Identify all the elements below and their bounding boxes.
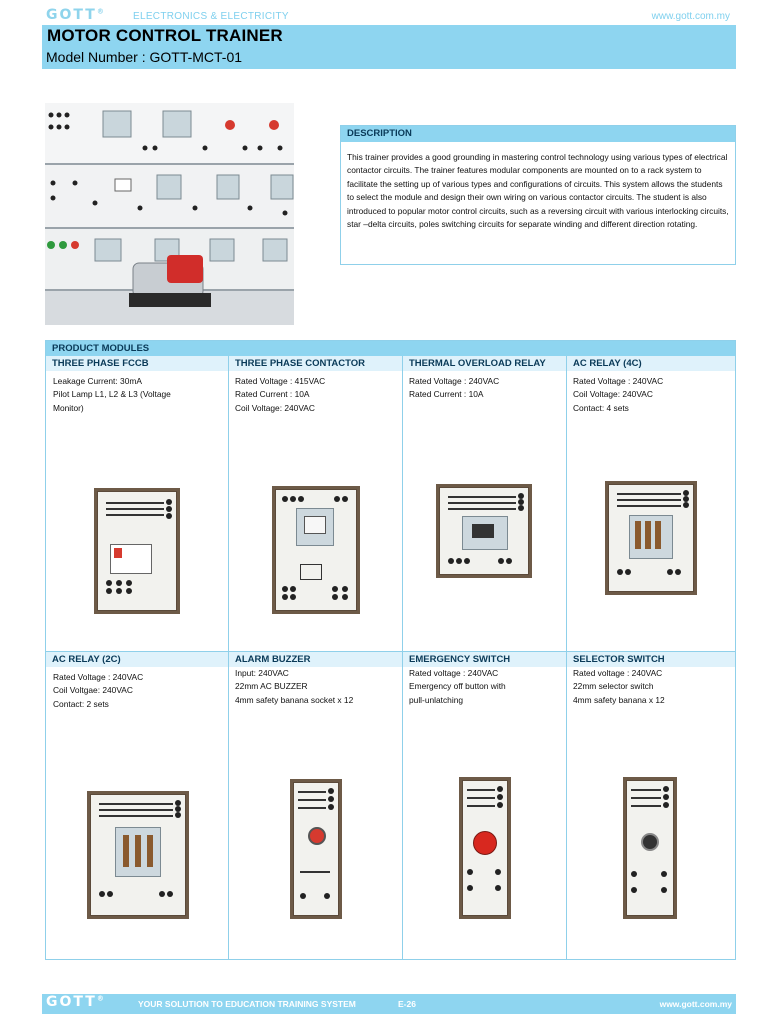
tagline: ELECTRONICS & ELECTRICITY <box>133 11 289 22</box>
module-card <box>567 652 735 959</box>
module-title: AC RELAY (2C) <box>46 652 228 667</box>
footer-gott-logo: GOTT® <box>46 994 104 1010</box>
module-title: ALARM BUZZER <box>229 652 402 667</box>
gott-logo: GOTT® <box>46 7 104 23</box>
module-card <box>229 356 402 651</box>
description-text: This trainer provides a good grounding in mastering control technology using various types of electrical contactor circuits. The trainer features modular components are mounted on to a rack system to facilitate the setting up of various types and configurations of circuits. This system allows the students to select the module and design their own wiring on various contactor circuits. The student is also introduced to popular motor control circuits, such as a reversing circuit with various interlocking circuits, star –delta circuits, poles switching circuits for separate winding and different direction rotating. <box>347 152 729 230</box>
module-title: AC RELAY (4C) <box>567 356 735 371</box>
module-title: THREE PHASE CONTACTOR <box>229 356 402 371</box>
module-card <box>46 356 228 651</box>
module-title: THERMAL OVERLOAD RELAY <box>403 356 566 371</box>
product-modules-heading: PRODUCT MODULES <box>46 341 735 356</box>
product-modules-table <box>45 340 736 960</box>
title-bar <box>42 25 736 69</box>
module-specs: Input: 240VAC 22mm AC BUZZER 4mm safety banana socket x 12 <box>235 668 354 705</box>
fccb-module-photo <box>97 491 177 611</box>
module-card <box>46 652 228 959</box>
module-card <box>229 652 402 959</box>
module-title: THREE PHASE FCCB <box>46 356 228 371</box>
module-specs: Rated voltage : 240VAC Emergency off button with pull-unlatching <box>409 668 506 705</box>
module-specs: Rated Voltage : 240VAC Coil Voltage: 240VAC Contact: 4 sets <box>573 376 664 413</box>
relay-2c-module-photo <box>90 794 186 916</box>
top-bar <box>45 9 736 25</box>
module-specs: Rated voltage : 240VAC 22mm selector switch 4mm safety banana x 12 <box>573 668 665 705</box>
module-title: EMERGENCY SWITCH <box>403 652 566 667</box>
footer-slogan: YOUR SOLUTION TO EDUCATION TRAINING SYSTEM <box>138 999 356 1009</box>
module-specs: Leakage Current: 30mA Pilot Lamp L1, L2 & L3 (Voltage Monitor) <box>53 376 171 413</box>
module-specs: Rated Voltage : 415VAC Rated Current : 10A Coil Voltage: 240VAC <box>235 376 326 413</box>
overload-relay-module-photo <box>439 487 529 575</box>
module-title: SELECTOR SWITCH <box>567 652 735 667</box>
selector-switch-module-photo <box>626 780 674 916</box>
module-card <box>403 652 566 959</box>
buzzer-module-photo <box>293 782 339 916</box>
page-title: MOTOR CONTROL TRAINER <box>47 26 283 45</box>
module-specs: Rated Voltage : 240VAC Coil Voltgae: 240VAC Contact: 2 sets <box>53 672 144 709</box>
footer-url[interactable]: www.gott.com.my <box>659 999 732 1009</box>
model-number: Model Number : GOTT-MCT-01 <box>46 49 243 65</box>
emergency-switch-module-photo <box>462 780 508 916</box>
module-specs: Rated Voltage : 240VAC Rated Current : 10A <box>409 376 500 400</box>
page-number: E-26 <box>398 999 416 1009</box>
relay-4c-module-photo <box>608 484 694 592</box>
contactor-module-photo <box>275 489 357 611</box>
module-card <box>403 356 566 651</box>
module-card <box>567 356 735 651</box>
trainer-photo <box>45 103 294 325</box>
header-url[interactable]: www.gott.com.my <box>651 11 730 22</box>
footer-bar <box>42 994 736 1014</box>
description-heading: DESCRIPTION <box>341 126 735 142</box>
description-box <box>340 125 736 265</box>
